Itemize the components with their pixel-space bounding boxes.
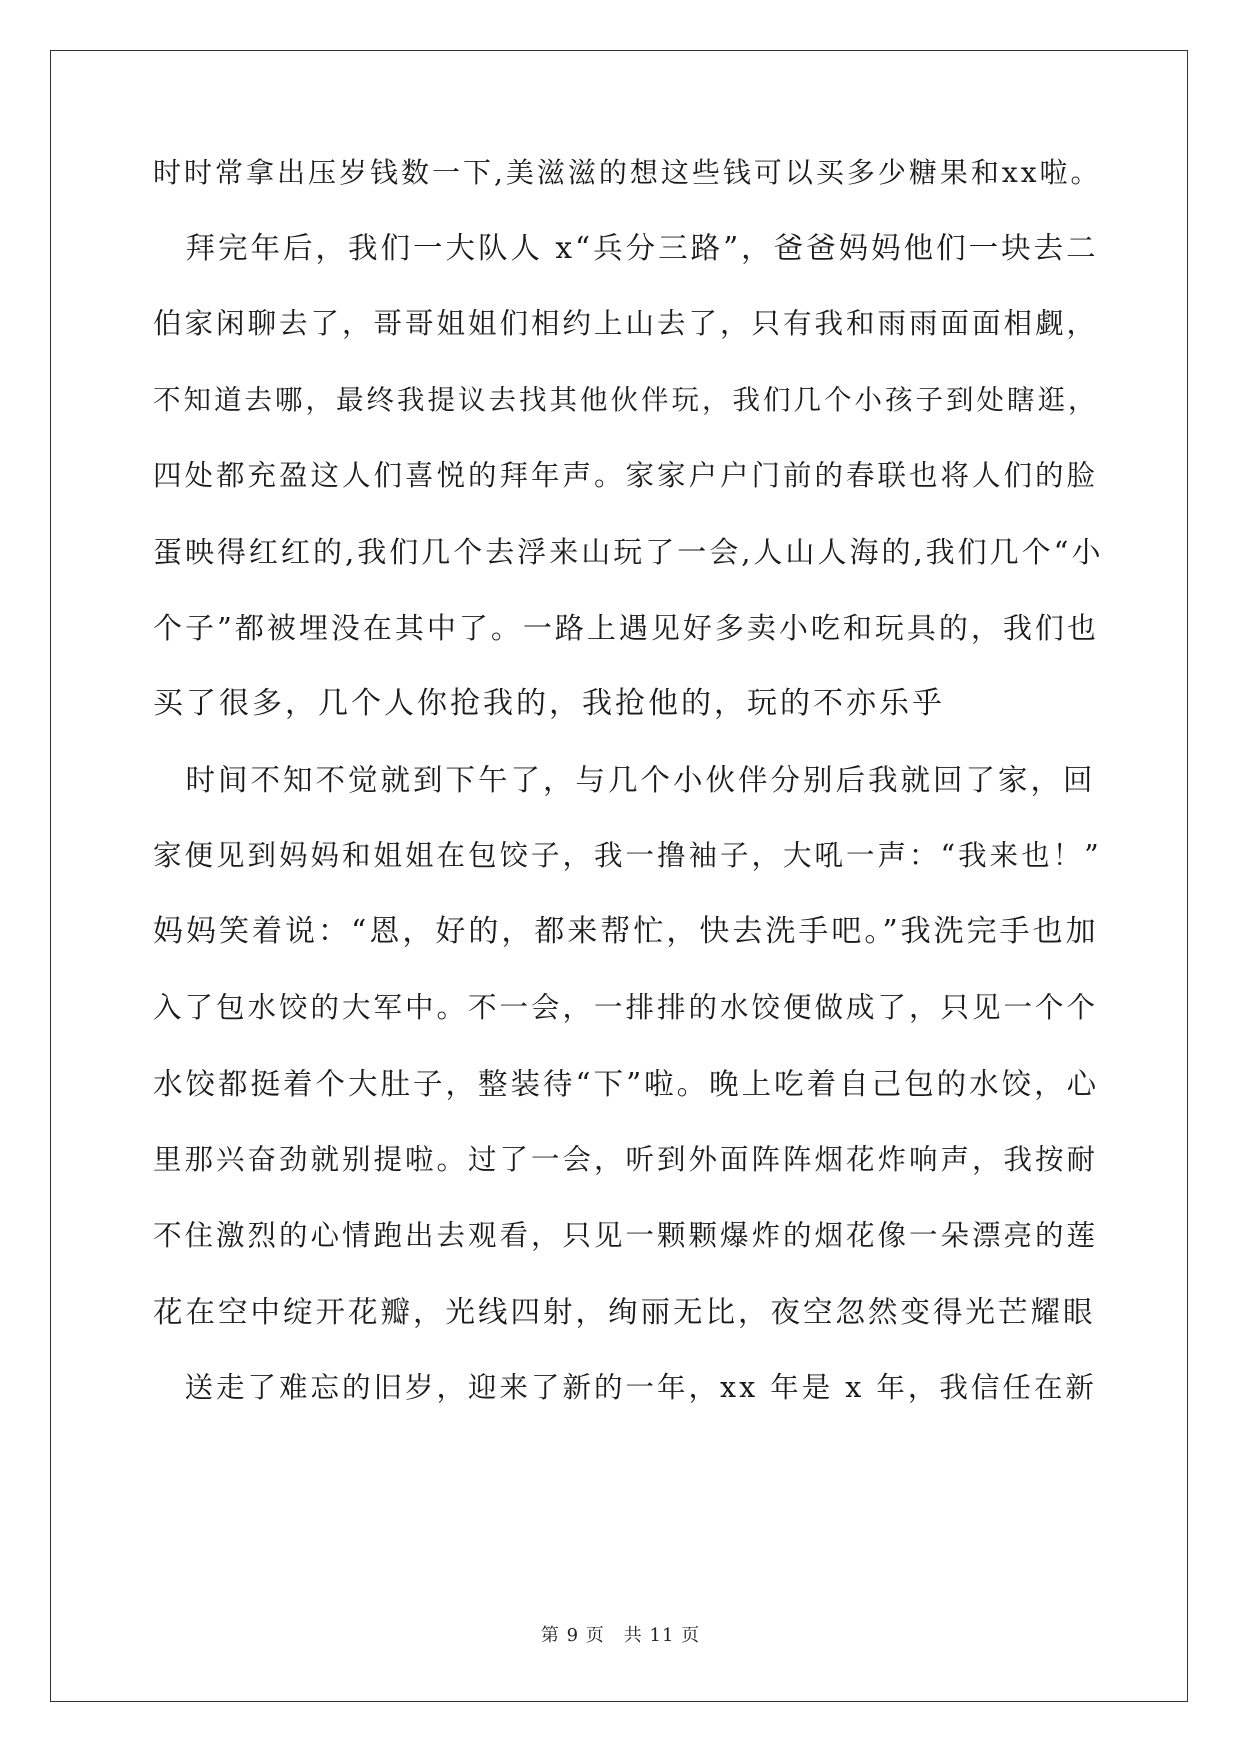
text-line: 妈妈笑着说：“恩，好的，都来帮忙，快去洗手吧。”我洗完手也加: [153, 914, 1099, 949]
text-line: 里那兴奋劲就别提啦。过了一会，听到外面阵阵烟花炸响声，我按耐: [153, 1143, 1099, 1176]
page-border: [50, 50, 1188, 1702]
text-line: 时时常拿出压岁钱数一下,美滋滋的想这些钱可以买多少糖果和xx啦。: [153, 156, 1102, 189]
page-number: 第 9 页 共 11 页: [540, 1625, 701, 1646]
text-line: 蛋映得红红的,我们几个去浮来山玩了一会,人山人海的,我们几个“小: [153, 535, 1104, 569]
text-line: 四处都充盈这人们喜悦的拜年声。家家户户门前的春联也将人们的脸: [153, 459, 1099, 492]
text-line: 家便见到妈妈和姐姐在包饺子，我一撸袖子，大吼一声：“我来也！”: [153, 839, 1102, 872]
text-line: 个子”都被埋没在其中了。一路上遇见好多卖小吃和玩具的，我们也: [153, 611, 1099, 645]
page-footer: [0, 1624, 1241, 1648]
text-line: 送走了难忘的旧岁，迎来了新的一年，xx 年是 x 年，我信任在新: [153, 1371, 1097, 1404]
text-line: 入了包水饺的大军中。不一会，一排排的水饺便做成了，只见一个个: [153, 991, 1099, 1024]
text-line: 不知道去哪，最终我提议去找其他伙伴玩，我们几个小孩子到处瞎逛，: [153, 384, 1099, 416]
text-line: 水饺都挺着个大肚子，整装待“下”啦。晚上吃着自己包的水饺，心: [153, 1067, 1100, 1101]
text-line: 拜完年后，我们一大队人 x“兵分三路”，爸爸妈妈他们一块去二: [153, 231, 1099, 265]
text-line: 时间不知不觉就到下午了，与几个小伙伴分别后我就回了家，回: [153, 763, 1096, 797]
text-line: 伯家闲聊去了，哥哥姐姐们相约上山去了，只有我和雨雨面面相觑，: [153, 307, 1099, 340]
text-line: 不住激烈的心情跑出去观看，只见一颗颗爆炸的烟花像一朵漂亮的莲: [153, 1219, 1099, 1252]
text-line: 花在空中绽开花瓣，光线四射，绚丽无比，夜空忽然变得光芒耀眼: [153, 1295, 1096, 1329]
text-line: 买了很多，几个人你抢我的，我抢他的，玩的不亦乐乎: [153, 686, 945, 721]
